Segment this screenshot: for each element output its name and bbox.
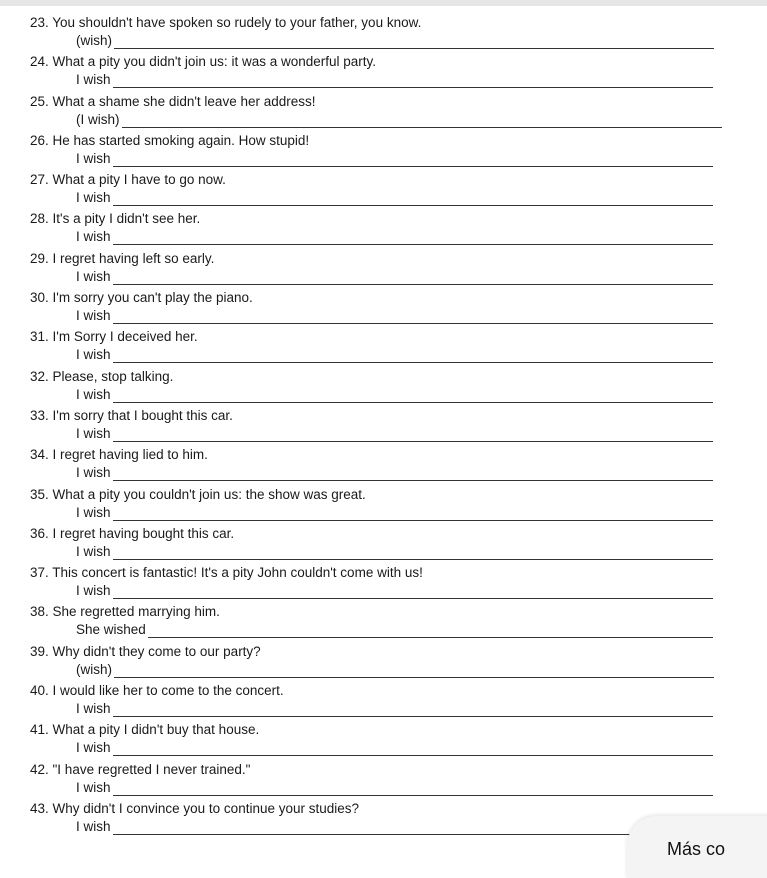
answer-line bbox=[76, 71, 713, 88]
question-text: 30. I'm sorry you can't play the piano. bbox=[30, 290, 253, 306]
exercise-item bbox=[0, 446, 767, 485]
answer-prompt: I wish bbox=[76, 150, 111, 166]
question-text: 33. I'm sorry that I bought this car. bbox=[30, 407, 233, 423]
answer-prompt: She wished bbox=[76, 622, 146, 638]
more-label[interactable]: Más co bbox=[667, 839, 726, 859]
question-text: 28. It's a pity I didn't see her. bbox=[30, 211, 201, 227]
answer-prompt: I wish bbox=[76, 386, 111, 402]
exercise-item bbox=[0, 721, 767, 760]
question-text: 42. "I have regretted I never trained." bbox=[30, 761, 251, 777]
answer-blank[interactable] bbox=[113, 389, 713, 403]
answer-prompt: (I wish) bbox=[76, 111, 120, 127]
answer-prompt: I wish bbox=[76, 543, 111, 559]
answer-prompt: I wish bbox=[76, 72, 111, 88]
answer-line bbox=[76, 189, 713, 206]
answer-prompt: I wish bbox=[76, 425, 111, 441]
top-edge-bar bbox=[0, 0, 767, 6]
answer-prompt: I wish bbox=[76, 504, 111, 520]
answer-blank[interactable] bbox=[113, 507, 713, 521]
exercise-item bbox=[0, 53, 767, 92]
answer-line bbox=[76, 661, 714, 678]
question-text: 23. You shouldn't have spoken so rudely to your father, you know. bbox=[30, 15, 422, 30]
answer-line bbox=[76, 228, 713, 245]
exercise-item bbox=[0, 210, 767, 249]
answer-prompt: I wish bbox=[76, 268, 111, 284]
answer-line bbox=[76, 307, 713, 324]
question-text: 31. I'm Sorry I deceived her. bbox=[30, 329, 198, 345]
answer-blank[interactable] bbox=[113, 428, 713, 442]
answer-blank[interactable] bbox=[113, 231, 713, 245]
answer-blank[interactable] bbox=[113, 703, 713, 717]
answer-blank[interactable] bbox=[114, 35, 714, 49]
question-text: 26. He has started smoking again. How stupid! bbox=[30, 132, 310, 148]
more-overlay[interactable] bbox=[627, 816, 767, 878]
exercise-item bbox=[0, 761, 767, 800]
exercise-item bbox=[0, 171, 767, 210]
question-text: 35. What a pity you couldn't join us: the show was great. bbox=[30, 486, 366, 502]
exercise-item bbox=[0, 328, 767, 367]
answer-prompt: I wish bbox=[76, 779, 111, 795]
answer-line bbox=[76, 32, 714, 49]
answer-line bbox=[76, 504, 713, 521]
exercise-item bbox=[0, 486, 767, 525]
answer-line bbox=[76, 779, 713, 796]
answer-prompt: I wish bbox=[76, 465, 111, 481]
answer-prompt: I wish bbox=[76, 308, 111, 324]
answer-prompt: I wish bbox=[76, 701, 111, 717]
answer-line bbox=[76, 621, 713, 638]
answer-line bbox=[76, 582, 713, 599]
worksheet bbox=[0, 14, 767, 839]
answer-blank[interactable] bbox=[113, 192, 713, 206]
answer-line bbox=[76, 818, 633, 835]
question-text: 38. She regretted marrying him. bbox=[30, 604, 220, 620]
question-text: 34. I regret having lied to him. bbox=[30, 447, 208, 463]
exercise-item bbox=[0, 93, 767, 132]
answer-blank[interactable] bbox=[113, 153, 713, 167]
answer-blank[interactable] bbox=[113, 546, 713, 560]
question-text: 37. This concert is fantastic! It's a pity John couldn't come with us! bbox=[30, 565, 423, 581]
question-text: 43. Why didn't I convince you to continue your studies? bbox=[30, 800, 360, 816]
answer-prompt: I wish bbox=[76, 347, 111, 363]
question-text: 36. I regret having bought this car. bbox=[30, 525, 235, 541]
question-text: 27. What a pity I have to go now. bbox=[30, 172, 226, 188]
exercise-item bbox=[0, 14, 767, 53]
question-text: 41. What a pity I didn't buy that house. bbox=[30, 722, 260, 738]
answer-blank[interactable] bbox=[113, 585, 713, 599]
answer-blank[interactable] bbox=[113, 310, 713, 324]
answer-prompt: (wish) bbox=[76, 661, 112, 677]
exercise-item bbox=[0, 643, 767, 682]
exercise-item bbox=[0, 564, 767, 603]
exercise-item bbox=[0, 368, 767, 407]
answer-blank[interactable] bbox=[113, 74, 713, 88]
question-text: 24. What a pity you didn't join us: it was a wonderful party. bbox=[30, 54, 377, 70]
answer-blank[interactable] bbox=[113, 271, 713, 285]
answer-line bbox=[76, 543, 713, 560]
answer-line bbox=[76, 111, 722, 128]
answer-line bbox=[76, 150, 713, 167]
answer-prompt: I wish bbox=[76, 818, 111, 834]
answer-blank[interactable] bbox=[113, 349, 713, 363]
answer-blank[interactable] bbox=[113, 467, 713, 481]
answer-line bbox=[76, 700, 713, 717]
exercise-item bbox=[0, 289, 767, 328]
answer-prompt: I wish bbox=[76, 229, 111, 245]
answer-line bbox=[76, 346, 713, 363]
question-text: 25. What a shame she didn't leave her address! bbox=[30, 93, 316, 109]
answer-line bbox=[76, 386, 713, 403]
answer-line bbox=[76, 739, 713, 756]
answer-line bbox=[76, 425, 713, 442]
answer-line bbox=[76, 464, 713, 481]
exercise-item bbox=[0, 682, 767, 721]
answer-prompt: I wish bbox=[76, 583, 111, 599]
exercise-item bbox=[0, 407, 767, 446]
answer-blank[interactable] bbox=[113, 821, 633, 835]
answer-prompt: (wish) bbox=[76, 33, 112, 48]
question-text: 40. I would like her to come to the concert. bbox=[30, 683, 284, 699]
answer-line bbox=[76, 268, 713, 285]
answer-blank[interactable] bbox=[148, 624, 713, 638]
answer-prompt: I wish bbox=[76, 190, 111, 206]
question-text: 29. I regret having left so early. bbox=[30, 250, 215, 266]
answer-blank[interactable] bbox=[113, 742, 713, 756]
answer-blank[interactable] bbox=[114, 664, 714, 678]
answer-blank[interactable] bbox=[113, 782, 713, 796]
exercise-item bbox=[0, 603, 767, 642]
exercise-item bbox=[0, 250, 767, 289]
question-text: 32. Please, stop talking. bbox=[30, 368, 174, 384]
exercise-item bbox=[0, 132, 767, 171]
exercise-item bbox=[0, 525, 767, 564]
answer-blank[interactable] bbox=[122, 114, 722, 128]
question-text: 39. Why didn't they come to our party? bbox=[30, 643, 261, 659]
answer-prompt: I wish bbox=[76, 740, 111, 756]
